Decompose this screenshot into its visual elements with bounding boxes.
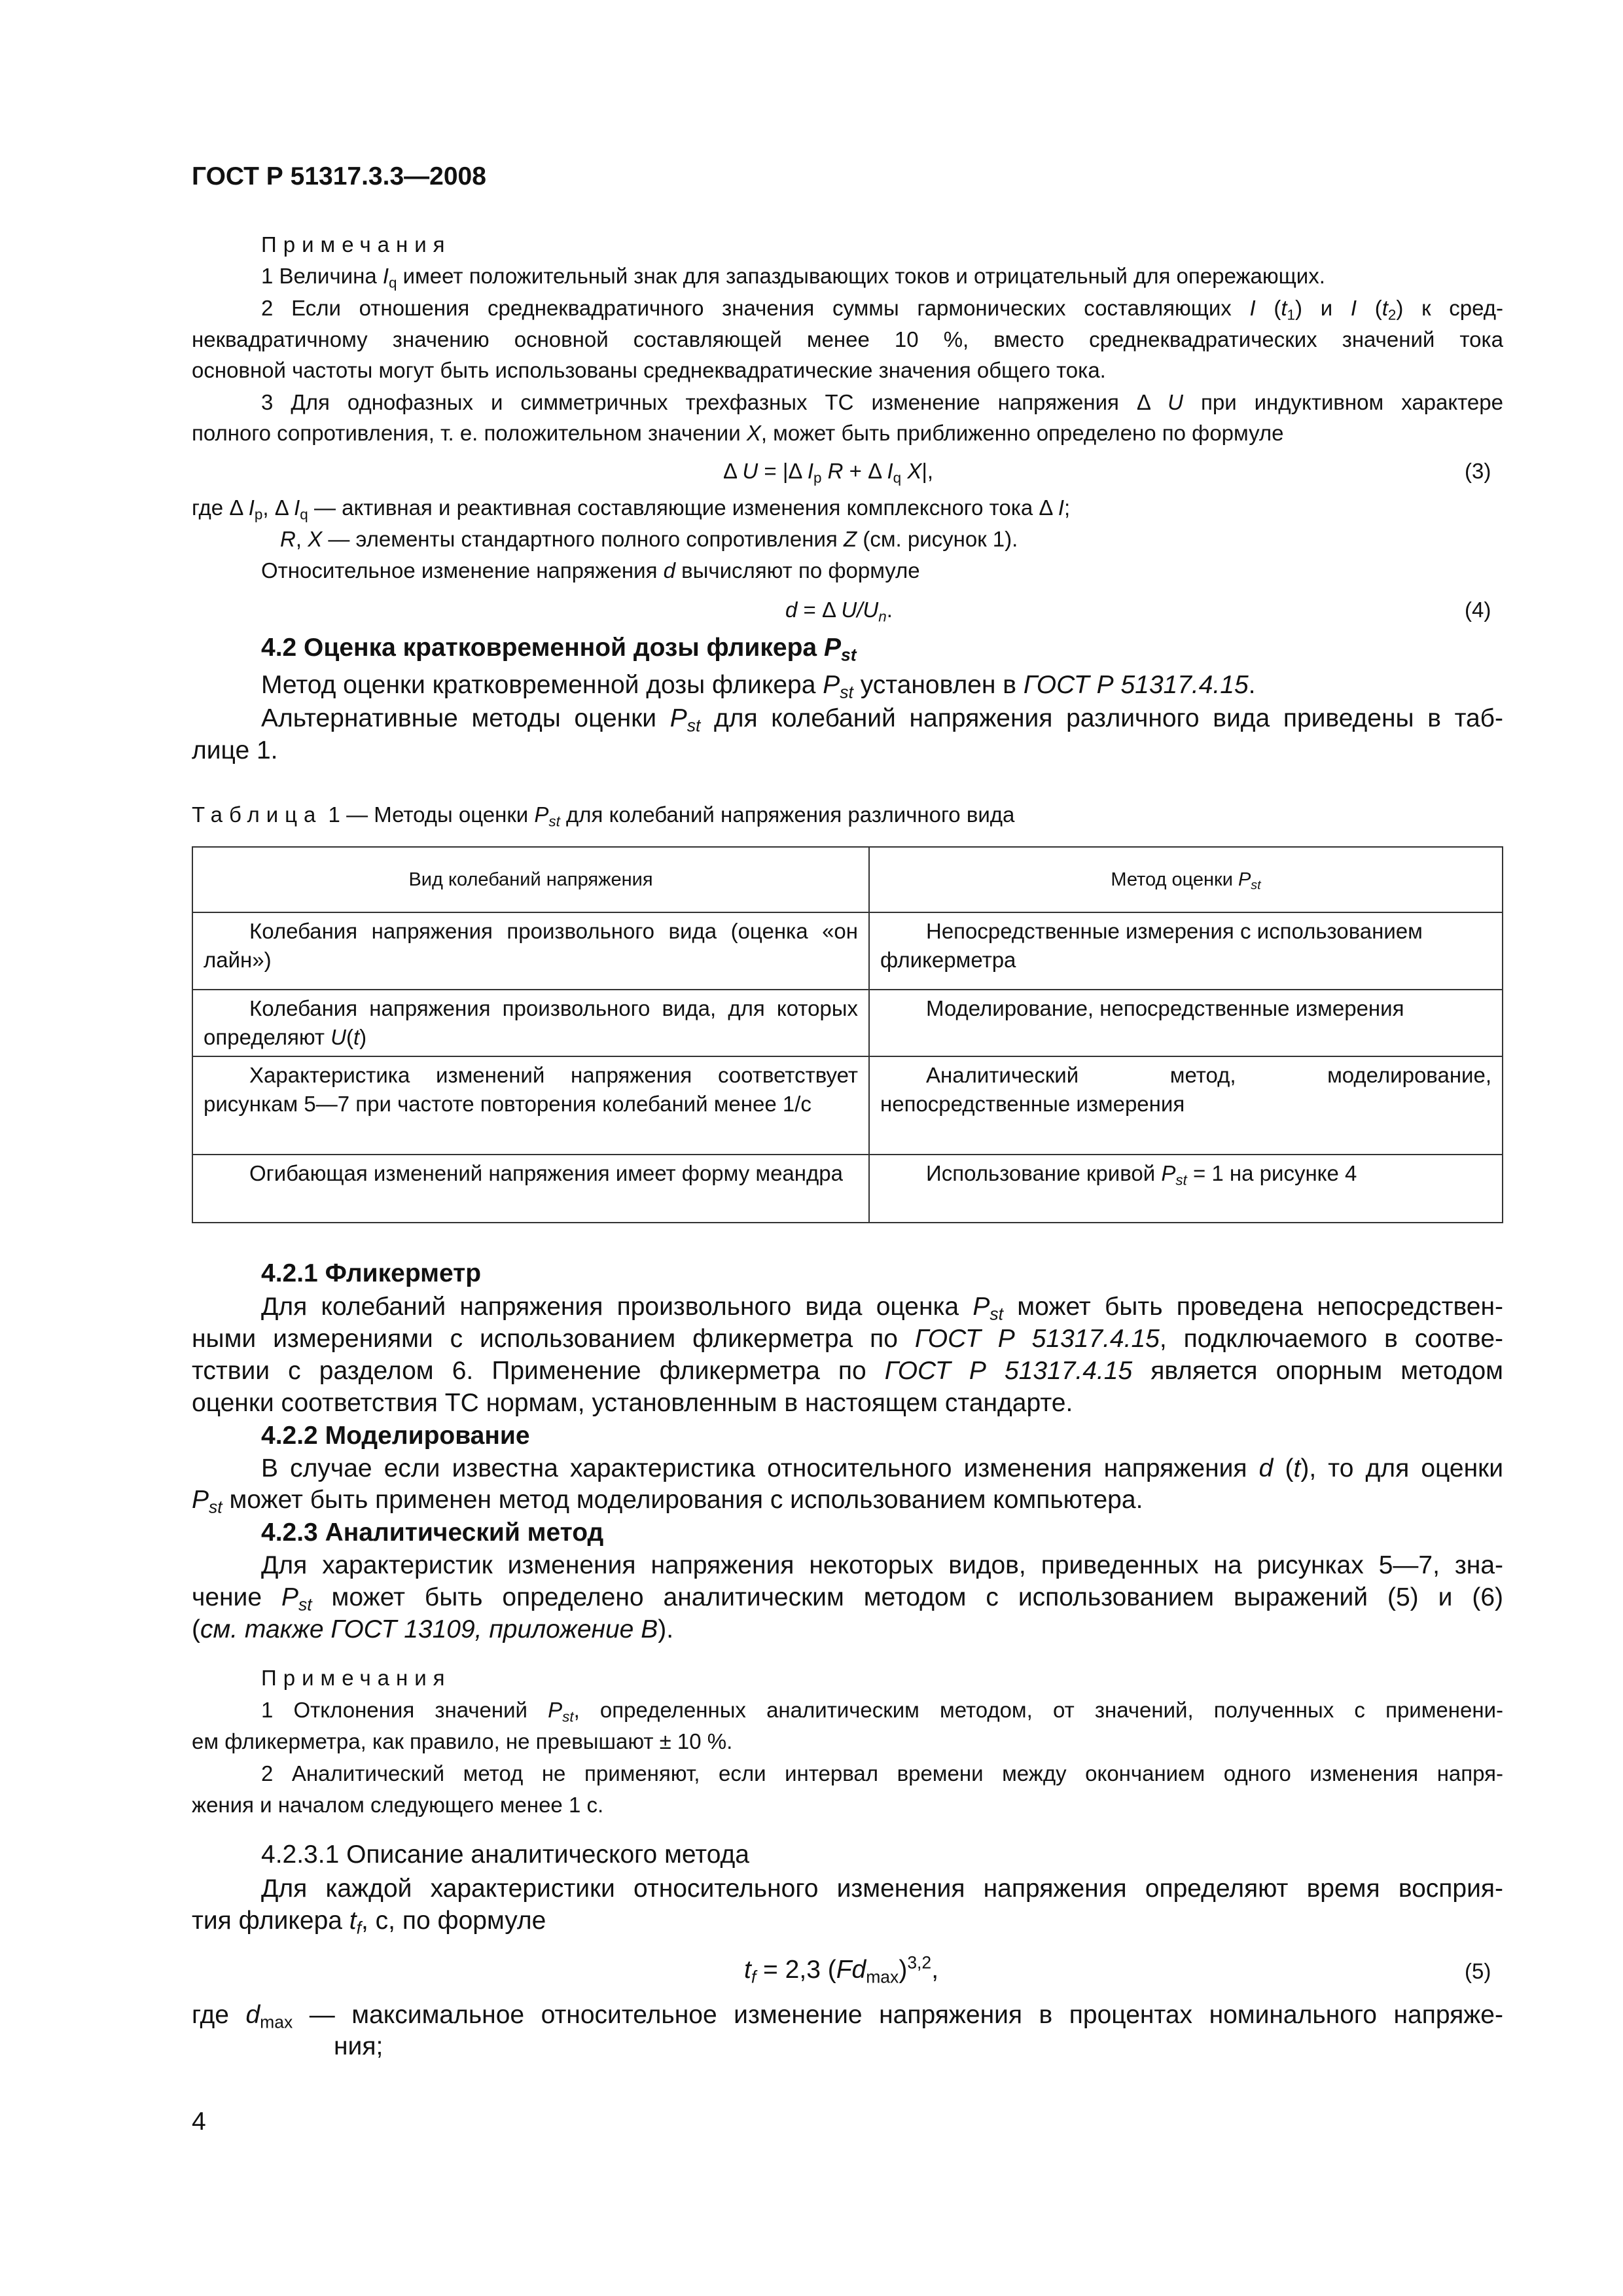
table-cell: Моделирование, непосредственные измерения — [869, 990, 1503, 1056]
where-line-1: где Δ $I_p$, Δ $I_q$ — активная и реактивная составляющие изменения комплексного тока Δ I; — [192, 495, 1071, 523]
equation-5: $t_f = 2,3$ $(Fd_{max})^{3,2}$, — [744, 1952, 939, 1987]
table-cell: Характеристика изменений напряжения соответствует рисункам 5—7 при частоте повторения колебаний менее 1/с — [192, 1056, 869, 1155]
equation-4-number: (4) — [1465, 598, 1491, 622]
table-cell: Огибающая изменений напряжения имеет форму меандра — [192, 1155, 869, 1223]
note-2-1-line-1: 1 Отклонения значений $P_{st}$, определенных аналитическим методом, от значений, полученных с применени- — [261, 1698, 1503, 1725]
note-2-1-line-2: ем фликерметра, как правило, не превышают ± 10 %. — [192, 1729, 733, 1753]
table-header-row — [192, 847, 1503, 912]
note-1: 1 Величина $I_q$ имеет положительный знак для запаздывающих токов и отрицательный для опережающих. — [261, 264, 1325, 291]
note-2-line-2: неквадратичному значению основной составляющей менее 10 %, вместо среднеквадратических значений тока — [192, 327, 1503, 351]
page-number: 4 — [192, 2108, 206, 2136]
methods-table — [192, 846, 1503, 1223]
section-4-2-1-line-4: оценки соответствия ТС нормам, установленным в настоящем стандарте. — [192, 1389, 1073, 1417]
section-4-2-2-line-2: $P_{st}$ может быть применен метод моделирования с использованием компьютера. — [192, 1486, 1143, 1517]
section-4-2-paragraph-2-line-2: лице 1. — [192, 736, 278, 764]
table-cell: Колебания напряжения произвольного вида (оценка «он лайн») — [192, 912, 869, 990]
table-cell: Колебания напряжения произвольного вида, для которых определяют U(t) — [192, 990, 869, 1056]
document-header: ГОСТ Р 51317.3.3—2008 — [192, 162, 486, 190]
section-4-2-1-line-1: Для колебаний напряжения произвольного вида оценка $P_{st}$ может быть проведена непосредствен- — [261, 1293, 1503, 1324]
note-3-line-1: 3 Для однофазных и симметричных трехфазных ТС изменение напряжения Δ U при индуктивном характере — [261, 390, 1503, 414]
section-4-2-2-heading: 4.2.2 Моделирование — [261, 1422, 530, 1450]
table-caption: Таблица 1 — Методы оценки $P_{st}$ для колебаний напряжения различного вида — [192, 802, 1015, 830]
table-row — [192, 1056, 1503, 1155]
table-cell: Непосредственные измерения с использованием фликерметра — [869, 912, 1503, 990]
equation-3: Δ U = |Δ $I_p$ R + Δ $I_q$ X|, — [723, 459, 934, 486]
section-4-2-3-line-1: Для характеристик изменения напряжения некоторых видов, приведенных на рисунках 5—7, зна- — [261, 1551, 1503, 1579]
section-4-2-3-1-line-2: тия фликера $t_f$, с, по формуле — [192, 1907, 546, 1938]
equation-3-number: (3) — [1465, 459, 1491, 483]
note-2-line-1: 2 Если отношения среднеквадратичного значения суммы гармонических составляющих I $(t_1)$ и I $(t_2)$ к сред- — [261, 296, 1503, 323]
table-header-cell: Вид колебаний напряжения — [192, 847, 869, 912]
relative-change-text: Относительное изменение напряжения d вычисляют по формуле — [261, 558, 920, 583]
equation-4: d = Δ $U/U_n$. — [785, 598, 893, 625]
note-3-line-2: полного сопротивления, т. е. положительном значении X, может быть приближенно определено по формуле — [192, 421, 1284, 445]
note-2-2-line-1: 2 Аналитический метод не применяют, если интервал времени между окончанием одного изменения напря- — [261, 1761, 1503, 1785]
section-4-2-1-line-2: ными измерениями с использованием фликерметра по ГОСТ Р 51317.4.15, подключаемого в соотве- — [192, 1325, 1504, 1353]
equation-5-number: (5) — [1465, 1959, 1491, 1983]
section-4-2-1-heading: 4.2.1 Фликерметр — [261, 1259, 482, 1287]
where-dmax-line-2: ния; — [334, 2032, 383, 2060]
section-4-2-3-line-3: (см. также ГОСТ 13109, приложение В). — [192, 1615, 674, 1643]
section-4-2-3-1-line-1: Для каждой характеристики относительного изменения напряжения определяют время восприя- — [261, 1874, 1503, 1903]
table-cell: Использование кривой $P_{st} = 1$ на рисунке 4 — [869, 1155, 1503, 1223]
where-dmax-line-1: где $d_{max}$ — максимальное относительное изменение напряжения в процентах номинального напряже- — [192, 2001, 1503, 2032]
section-4-2-3-line-2: чение $P_{st}$ может быть определено аналитическим методом с использованием выражений (5) и (6) — [192, 1583, 1503, 1615]
notes-title: Примечания — [261, 232, 452, 257]
table-row — [192, 990, 1503, 1056]
table-row — [192, 912, 1503, 990]
table-header-cell: Метод оценки $P_{st}$ — [869, 847, 1503, 912]
section-4-2-2-line-1: В случае если известна характеристика относительного изменения напряжения d (t), то для оценки — [261, 1454, 1503, 1482]
note-2-2-line-2: жения и началом следующего менее 1 с. — [192, 1793, 604, 1817]
section-4-2-paragraph-1: Метод оценки кратковременной дозы фликера $P_{st}$ установлен в ГОСТ Р 51317.4.15. — [261, 671, 1256, 702]
notes-2-title: Примечания — [261, 1666, 452, 1690]
section-4-2-1-line-3: тствии с разделом 6. Применение фликерметра по ГОСТ Р 51317.4.15 является опорным методом — [192, 1357, 1503, 1385]
section-4-2-paragraph-2-line-1: Альтернативные методы оценки $P_{st}$ для колебаний напряжения различного вида приведены в таб- — [261, 704, 1504, 736]
where-line-2: R, X — элементы стандартного полного сопротивления Z (см. рисунок 1). — [280, 527, 1018, 551]
section-4-2-heading: 4.2 Оценка кратковременной дозы фликера $P_{st}$ — [261, 634, 857, 665]
table-row — [192, 1155, 1503, 1223]
table-cell: Аналитический метод, моделирование, непосредственные измерения — [869, 1056, 1503, 1155]
note-2-line-3: основной частоты могут быть использованы среднеквадратические значения общего тока. — [192, 358, 1106, 382]
section-4-2-3-heading: 4.2.3 Аналитический метод — [261, 1518, 604, 1547]
section-4-2-3-1-heading: 4.2.3.1 Описание аналитического метода — [261, 1840, 749, 1869]
